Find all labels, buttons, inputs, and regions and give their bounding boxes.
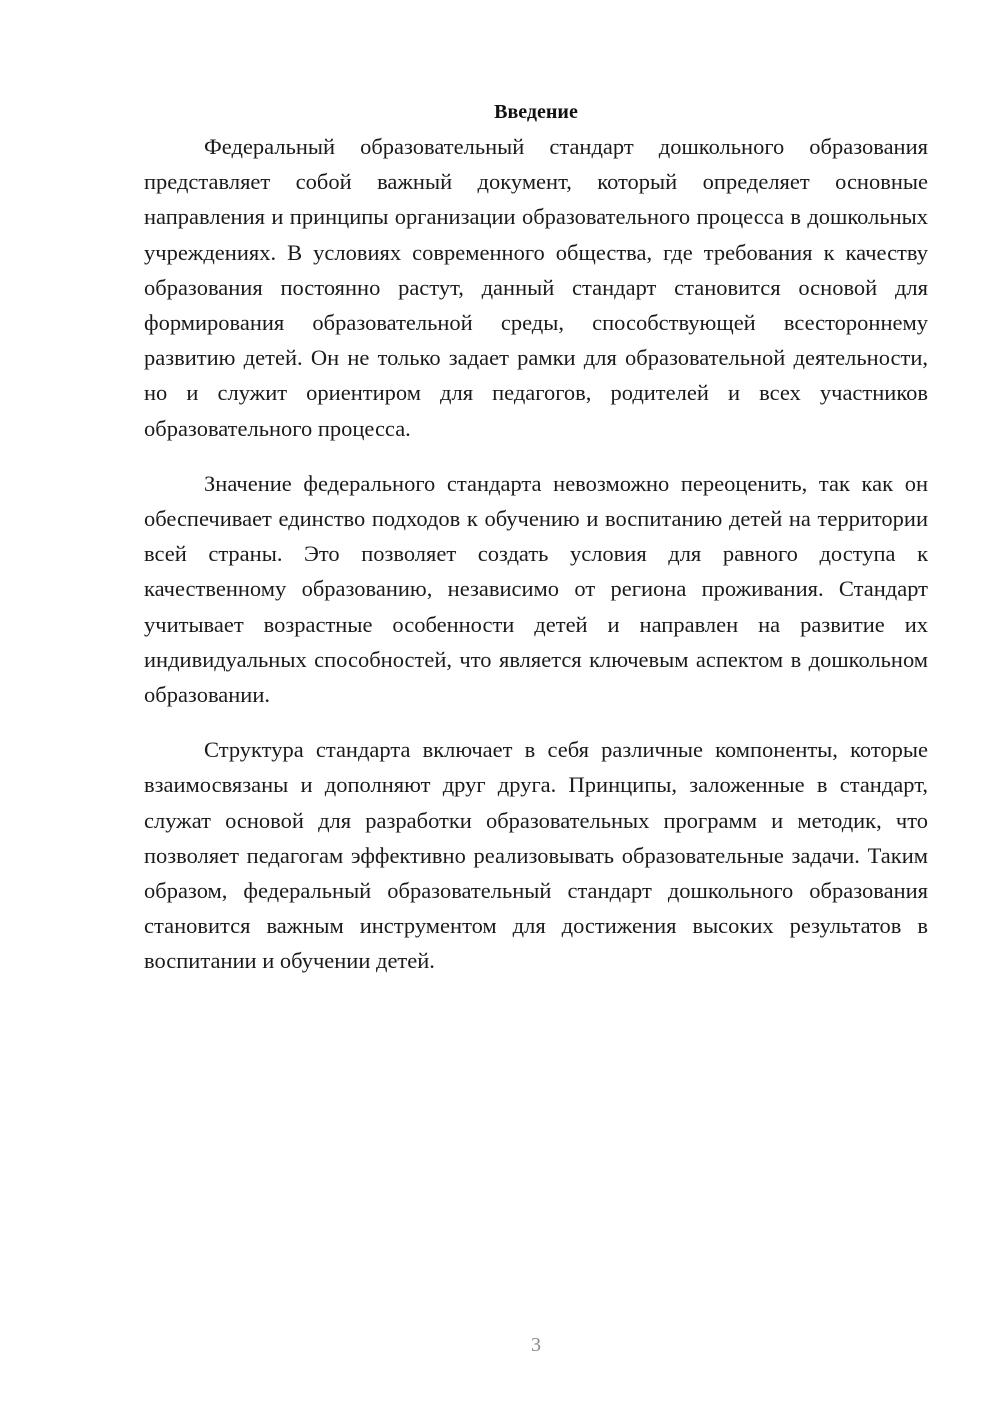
paragraph-3: Структура стандарта включает в себя различные компоненты, которые взаимосвязаны и дополняют друг друга. Принципы, заложенные в стандарт, служат основой для разработки образовательных программ и методик, что позволяет педагогам эффективно реализовывать образовательные задачи. Таким образом, федеральный образовательный стандарт дошкольного образования становится важным инструментом для достижения высоких результатов в воспитании и обучении детей. [144,737,928,974]
paragraph-1: Федеральный образовательный стандарт дошкольного образования представляет собой важный документ, который определяет основные направления и принципы организации образовательного процесса в дошкольных учреждениях. В условиях современного общества, где требования к качеству образования постоянно растут, данный стандарт становится основой для формирования образовательной среды, способствующей всестороннему развитию детей. Он не только задает рамки для образовательной деятельности, но и служит ориентиром для педагогов, родителей и всех участников образовательного процесса. [144,134,928,441]
page-number: 3 [531,1334,541,1356]
page-content [144,95,928,979]
paragraph-2: Значение федерального стандарта невозможно переоценить, так как он обеспечивает единство подходов к обучению и воспитанию детей на территории всей страны. Это позволяет создать условия для равного доступа к качественному образованию, независимо от региона проживания. Стандарт учитывает возрастные особенности детей и направлен на развитие их индивидуальных способностей, что является ключевым аспектом в дошкольном образовании. [144,470,928,708]
section-title: Введение [494,101,578,123]
